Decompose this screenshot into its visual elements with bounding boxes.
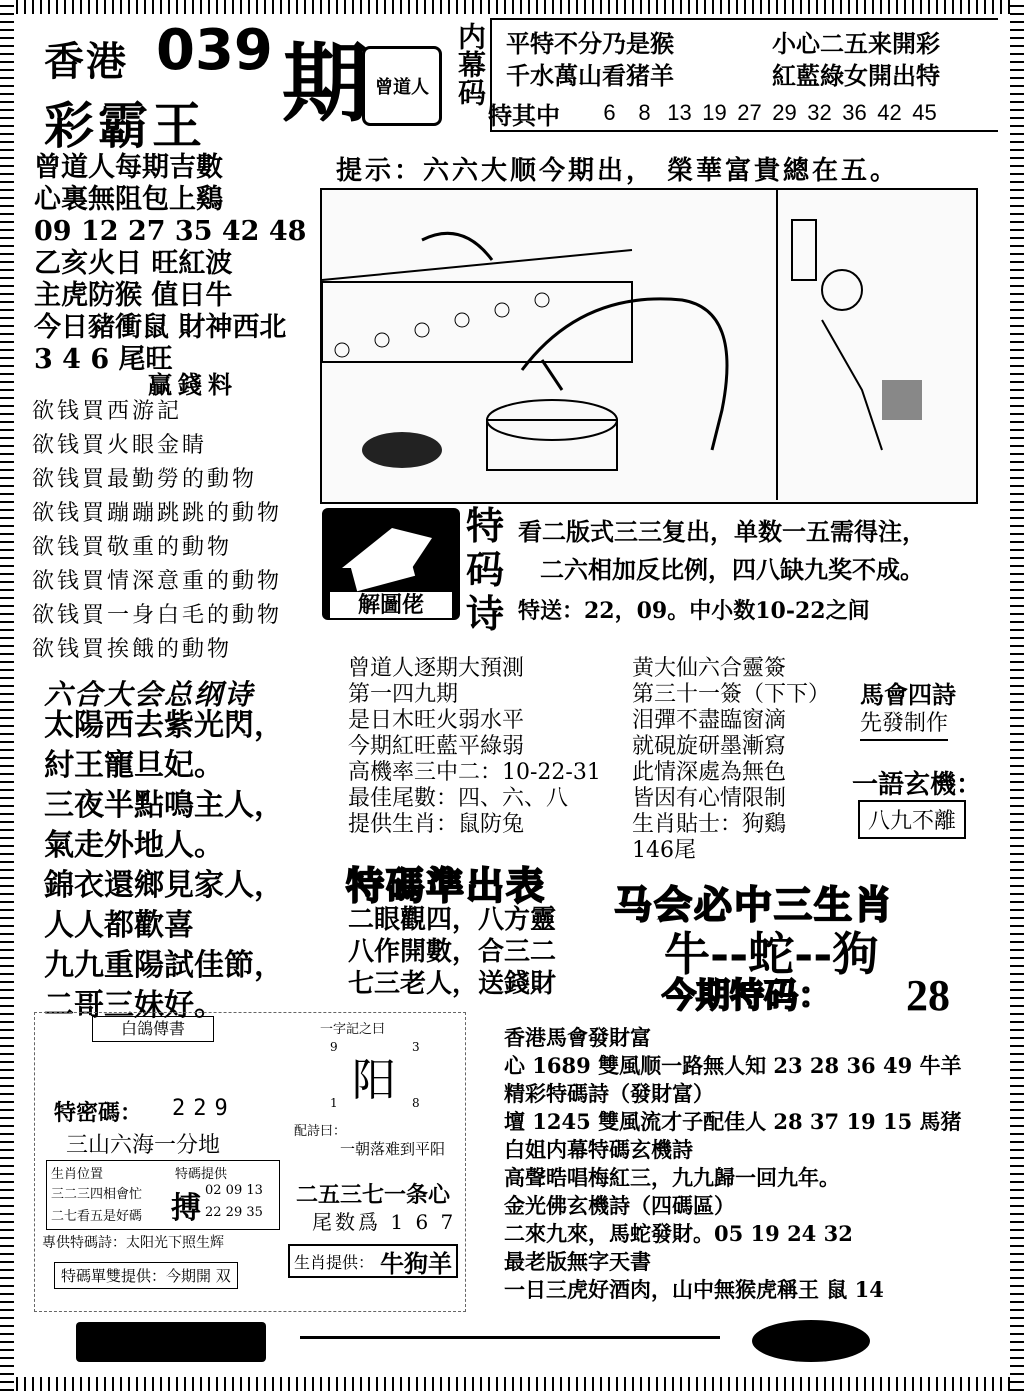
hdx-line: 第三十一簽（下下） <box>632 682 831 707</box>
prediction-line: 是日木旺火弱水平 <box>348 708 525 733</box>
buy-item: 欲钱買西游記 <box>32 399 183 424</box>
left-info-line: 心裏無阻包上鷄 <box>34 184 223 215</box>
zhuangong-line: 專供特碼詩：太阳光下照生辉 <box>42 1235 224 1251</box>
yang-char: 阳 <box>352 1055 396 1106</box>
liuhe-line: 錦衣還鄉見家人， <box>44 868 284 903</box>
left-info-line: 主虎防猴 值日牛 <box>34 280 233 311</box>
right-lower-line: 一日三虎好酒肉，山中無猴虎稱王 鼠 14 <box>504 1277 884 1302</box>
prediction-line: 第一四九期 <box>348 682 459 707</box>
right-lower-line: 白姐内幕特碼玄機詩 <box>504 1137 693 1162</box>
shengxiao-box <box>288 1244 458 1278</box>
right-lower-line: 壇 1245 雙風流才子配佳人 28 37 19 15 馬猪 <box>504 1109 962 1134</box>
publication-name: 彩霸王 <box>44 96 206 155</box>
sanxiao-value: 牛--蛇--狗 <box>664 927 879 981</box>
header-poem-line: 平特不分乃是猴 <box>506 29 674 58</box>
hand-icon <box>322 508 460 592</box>
stamp-logo: 曾道人 <box>362 46 442 126</box>
te-number: 32 <box>807 100 832 125</box>
table-cell: 特碼提供 <box>175 1167 228 1182</box>
hdx-line: 泪彈不盡臨窗滴 <box>632 708 787 733</box>
jie-line: 二六相加反比例，四八缺九奖不成。 <box>540 555 924 584</box>
liuhe-line: 太陽西去紫光閃， <box>44 708 284 743</box>
hdx-line: 就硯旋研墨漸寫 <box>632 734 787 759</box>
te-number: 36 <box>842 100 867 125</box>
temi-number: 229 <box>172 1096 236 1121</box>
liuhe-line: 二哥三妹好。 <box>44 988 224 1023</box>
jie-label: 解圖佬 <box>330 592 452 618</box>
mahui-title: 馬會四詩 <box>860 680 956 709</box>
prediction-line: 今期紅旺藍平綠弱 <box>348 734 525 759</box>
illustration-divider <box>776 188 778 500</box>
table-cell: 22 29 35 <box>205 1205 263 1220</box>
table-cell: 三二三四相會忙 <box>51 1187 143 1202</box>
hdx-line: 皆因有心情限制 <box>632 786 787 811</box>
tema-zhun-line: 七三老人，送錢財 <box>348 969 557 999</box>
liuhe-title: 六合大会总纲诗 <box>44 678 255 711</box>
border-top <box>0 0 1024 14</box>
border-right <box>1010 0 1024 1391</box>
clock-number: 9 <box>330 1040 338 1054</box>
hdx-line: 146尾 <box>632 838 696 863</box>
right-lower-line: 金光佛玄機詩（四碼區） <box>504 1193 735 1218</box>
jie-line: 看二版式三三复出，单数一五需得注， <box>518 517 926 546</box>
huangdaxian-column <box>632 656 830 864</box>
right-lower-line: 心 1689 雙風顺一路無人知 23 28 36 49 牛羊 <box>504 1053 962 1078</box>
peishi-label: 配詩曰： <box>294 1124 347 1139</box>
table-cell: 生肖位置 <box>51 1167 104 1182</box>
border-bottom <box>0 1377 1024 1391</box>
left-info-line: 今日豬衝鼠 財神西北 <box>34 312 287 343</box>
buy-item: 欲钱買最勤勞的動物 <box>32 467 258 492</box>
yiyu-title: 一語玄機： <box>852 770 983 800</box>
ying-title: 贏錢料 <box>148 370 238 399</box>
shengxiao-value: 牛狗羊 <box>380 1248 453 1278</box>
te-number: 6 <box>603 100 616 125</box>
yizi-title: 一字記之曰 <box>320 1022 386 1037</box>
te-vert-char: 特 <box>466 503 505 548</box>
liuhe-line: 人人都歡喜 <box>44 908 194 943</box>
tema-zhun-title: 特碼準出表 <box>346 863 547 908</box>
clock-number: 1 <box>330 1096 338 1110</box>
baige-title: 白鴿傳書 <box>92 1016 214 1042</box>
te-number: 13 <box>667 100 692 125</box>
left-info-line: 3 4 6 尾旺 <box>34 344 173 375</box>
prediction-line: 提供生肖：鼠防兔 <box>348 812 525 837</box>
title-qi: 期 <box>282 33 368 134</box>
buy-item: 欲钱買挨餓的動物 <box>32 637 233 662</box>
te-number: 8 <box>638 100 651 125</box>
vertical-label: 内幕码 <box>454 22 487 106</box>
small-table <box>46 1160 280 1230</box>
tip-line: 提示：六六大顺今期出， 榮華富貴總在五。 <box>336 156 900 186</box>
clock-number: 8 <box>412 1096 420 1110</box>
header-poem-line: 紅藍綠女開出特 <box>772 61 940 90</box>
weishu-line: 尾数爲 1 6 7 <box>312 1210 457 1234</box>
liuhe-line: 九九重陽試佳節， <box>44 948 284 983</box>
table-cell: 02 09 13 <box>205 1183 263 1198</box>
bottom-logo-left <box>76 1322 266 1362</box>
te-number: 45 <box>912 100 937 125</box>
clock-number: 3 <box>412 1040 420 1054</box>
te-vert-char: 码 <box>466 547 505 592</box>
te-number: 42 <box>877 100 902 125</box>
title-hk: 香港 <box>44 38 128 85</box>
liuhe-line: 紂王寵旦妃。 <box>44 748 224 783</box>
temi-label: 特密碼： <box>54 1100 143 1126</box>
te-vert-char: 诗 <box>466 591 505 636</box>
buy-item: 欲钱買敬重的動物 <box>32 535 233 560</box>
illustration-drawing <box>322 190 976 502</box>
temadan-line: 特碼單雙提供：今期開 双 <box>54 1262 238 1289</box>
yiyu-answer: 八九不離 <box>858 800 966 839</box>
liuhe-line: 三夜半點鳴主人， <box>44 788 284 823</box>
mahui-sub: 先發制作 <box>860 706 948 741</box>
illustration <box>320 188 978 504</box>
issue-number: 039 <box>156 18 273 83</box>
hdx-line: 此情深處為無色 <box>632 760 787 785</box>
te-label: 特其中 <box>488 101 560 130</box>
buy-item: 欲钱買一身白毛的動物 <box>32 603 283 628</box>
tema-number: 28 <box>906 971 950 1020</box>
yichao-line: 一朝落难到平阳 <box>340 1140 446 1158</box>
right-lower-line: 精彩特碼詩（發財富） <box>504 1081 714 1106</box>
tema-zhun-lines <box>348 904 556 1000</box>
te-number: 29 <box>772 100 797 125</box>
left-info-line: 09 12 27 35 42 48 <box>34 216 307 247</box>
right-lower-line: 二來九來，馬蛇發財。05 19 24 32 <box>504 1221 853 1246</box>
tema-zhun-line: 八作開數，合三二 <box>348 937 557 967</box>
left-info-line: 曾道人每期吉數 <box>34 152 223 183</box>
liuhe-line: 氣走外地人。 <box>44 828 224 863</box>
hdx-line: 黄大仙六合靈簽 <box>632 656 787 681</box>
right-lower-line: 高聲晧唱梅紅三，九九歸一回九年。 <box>504 1165 840 1190</box>
shengxiao-label: 生肖提供： <box>294 1252 375 1272</box>
prediction-line: 高機率三中二：10-22-31 <box>348 760 601 785</box>
header-poem-line: 千水萬山看猪羊 <box>506 61 674 90</box>
buy-item: 欲钱買情深意重的動物 <box>32 569 283 594</box>
te-ma-shi-vertical <box>466 504 506 636</box>
buy-item: 欲钱買蹦蹦跳跳的動物 <box>32 501 283 526</box>
right-lower-line: 香港馬會發財富 <box>504 1025 651 1050</box>
sanshan-line: 三山六海一分地 <box>66 1133 221 1158</box>
te-number: 19 <box>702 100 727 125</box>
table-cell: 二七看五是好碼 <box>51 1209 143 1224</box>
bottom-logo-right <box>752 1320 870 1362</box>
prediction-column <box>348 656 601 838</box>
jinqi-label: 今期特码： <box>662 976 832 1016</box>
table-cell: 搏 <box>171 1191 201 1226</box>
left-info-line: 乙亥火日 旺紅波 <box>34 248 233 279</box>
hdx-line: 生肖貼士：狗鷄 <box>632 812 787 837</box>
buy-list <box>32 395 282 667</box>
right-lower-line: 最老版無字天書 <box>504 1249 651 1274</box>
prediction-line: 最佳尾數：四、六、八 <box>348 786 569 811</box>
right-lower-column <box>504 1024 962 1304</box>
header-poem-line: 小心二五来開彩 <box>772 29 940 58</box>
liuhe-poem <box>44 706 284 1026</box>
bottom-divider <box>300 1336 720 1347</box>
border-left <box>0 0 14 1391</box>
tema-zhun-line: 二眼觀四，八方靈 <box>348 905 557 935</box>
ersan-line: 二五三七一条心 <box>296 1182 451 1208</box>
te-numbers <box>592 100 942 126</box>
left-info-list <box>34 152 306 376</box>
prediction-line: 曾道人逐期大預測 <box>348 656 525 681</box>
te-number: 27 <box>737 100 762 125</box>
buy-item: 欲钱買火眼金睛 <box>32 433 208 458</box>
mahui-sanxiao-title: 马会必中三生肖 <box>614 882 895 927</box>
jie-line: 特送：22，09。中小数10-22之间 <box>518 598 870 624</box>
